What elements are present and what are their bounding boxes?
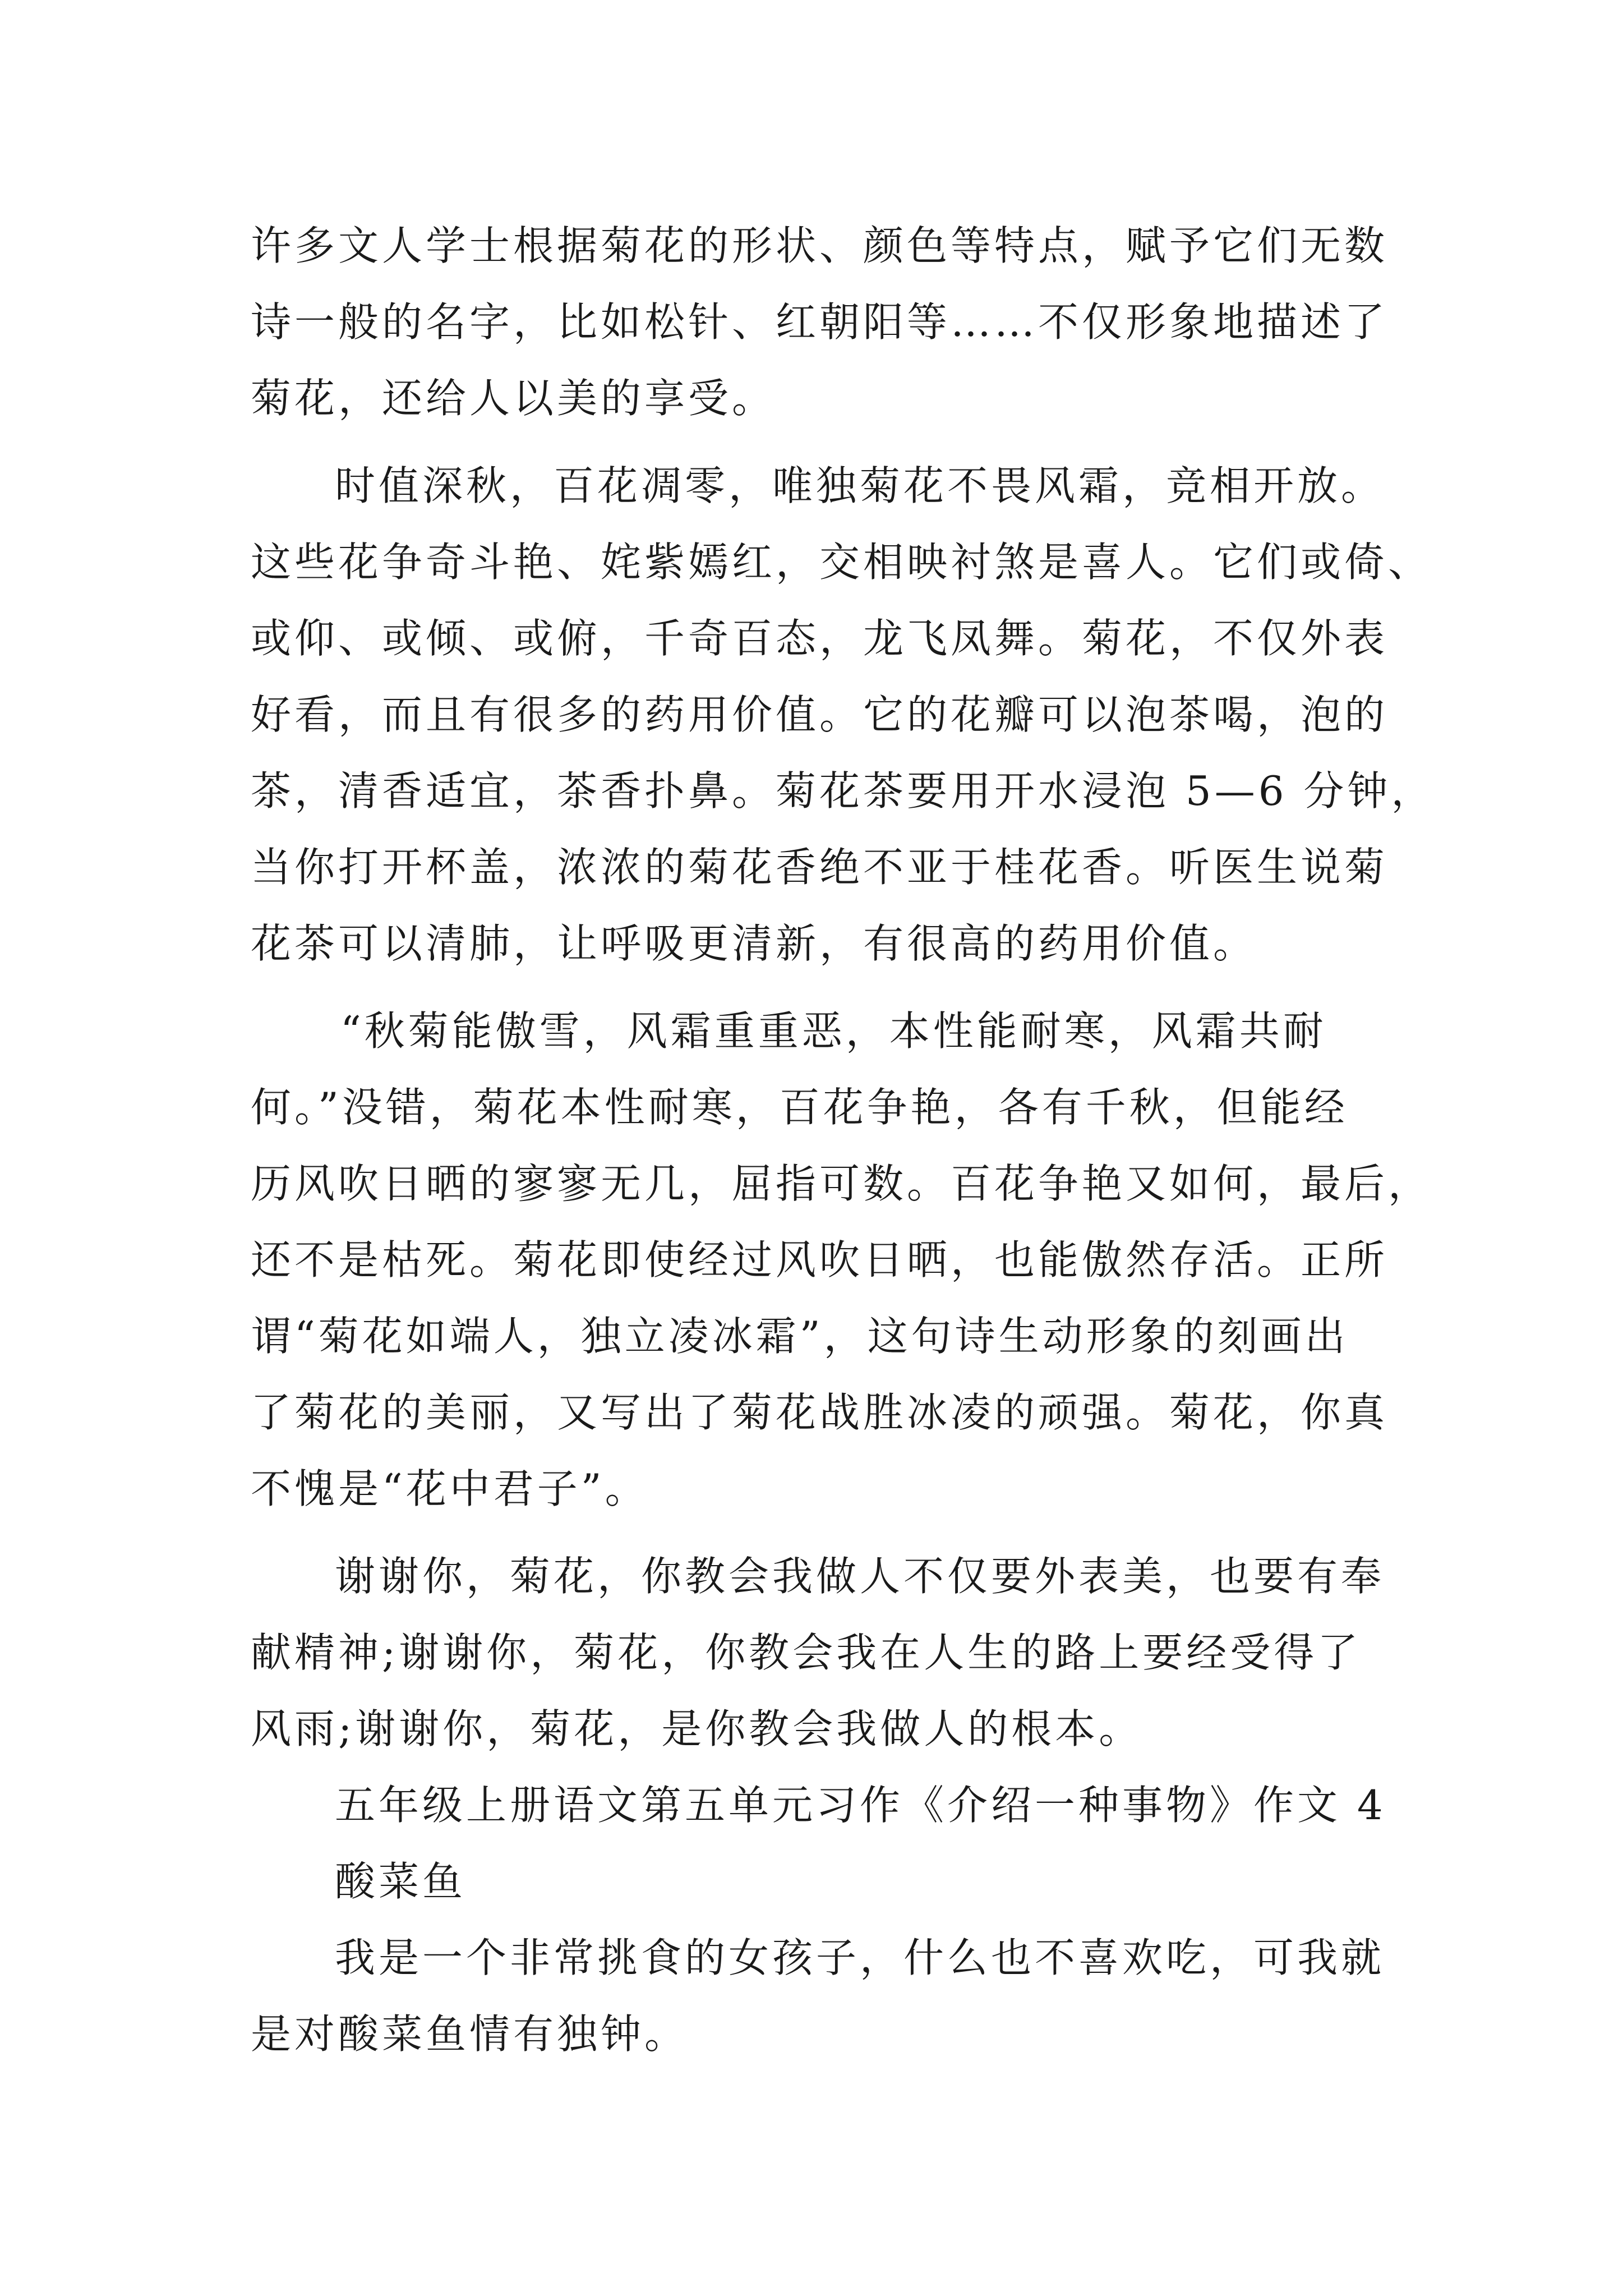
text-line: 花茶可以清肺，让呼吸更清新，有很高的药用价值。 [251,920,1257,967]
paragraph [251,1920,1389,2072]
text-line: 风雨;谢谢你，菊花，是你教会我做人的根本。 [251,1705,1143,1752]
text-line: 了菊花的美丽，又写出了菊花战胜冰凌的顽强。菊花，你真 [251,1389,1389,1436]
text-line: 谓“菊花如端人，独立凌冰霜”，这句诗生动形象的刻画出 [251,1313,1349,1360]
text-line: 还不是枯死。菊花即使经过风吹日晒，也能傲然存活。正所 [251,1236,1389,1283]
text-line: 不愧是“花中君子”。 [251,1465,649,1512]
text-line: 献精神;谢谢你，菊花，你教会我在人生的路上要经受得了 [251,1629,1362,1676]
text-line: 菊花，还给人以美的享受。 [251,375,776,422]
paragraph [251,448,1435,982]
section-heading [251,1767,1389,1843]
text-line: “秋菊能傲雪，风霜重重恶，本性能耐寒，风霜共耐 [340,1007,1327,1055]
paragraph [251,1538,1389,1767]
text-line: 或仰、或倾、或俯，千奇百态，龙飞凤舞。菊花，不仅外表 [251,615,1389,662]
heading-line: 五年级上册语文第五单元习作《介绍一种事物》作文 4 [335,1782,1386,1829]
text-line: 历风吹日晒的寥寥无几，屈指可数。百花争艳又如何，最后， [251,1160,1432,1207]
text-line: 茶，清香适宜，茶香扑鼻。菊花茶要用开水浸泡 5—6 分钟， [251,767,1435,815]
text-line: 当你打开杯盖，浓浓的菊花香绝不亚于桂花香。听医生说菊 [251,844,1389,891]
text-line: 谢谢你，菊花，你教会我做人不仅要外表美，也要有奉 [335,1553,1385,1600]
text-line: 诗一般的名字，比如松针、红朝阳等……不仅形象地描述了 [251,298,1389,346]
essay-title [251,1843,1389,1920]
text-line: 我是一个非常挑食的女孩子，什么也不喜欢吃，可我就 [335,1934,1385,1981]
document-body [251,208,1435,2072]
paragraph [251,208,1389,436]
text-line: 这些花争奇斗艳、姹紫嫣红，交相映衬煞是喜人。它们或倚、 [251,539,1432,586]
text-line: 时值深秋，百花凋零，唯独菊花不畏风霜，竞相开放。 [335,462,1385,509]
text-line: 好看，而且有很多的药用价值。它的花瓣可以泡茶喝，泡的 [251,691,1389,738]
text-line: 何。”没错，菊花本性耐寒，百花争艳，各有千秋，但能经 [251,1084,1348,1131]
text-line: 是对酸菜鱼情有独钟。 [251,2010,689,2058]
text-line: 许多文人学士根据菊花的形状、颜色等特点，赋予它们无数 [251,222,1389,269]
title-line: 酸菜鱼 [335,1858,467,1905]
paragraph [251,993,1432,1527]
